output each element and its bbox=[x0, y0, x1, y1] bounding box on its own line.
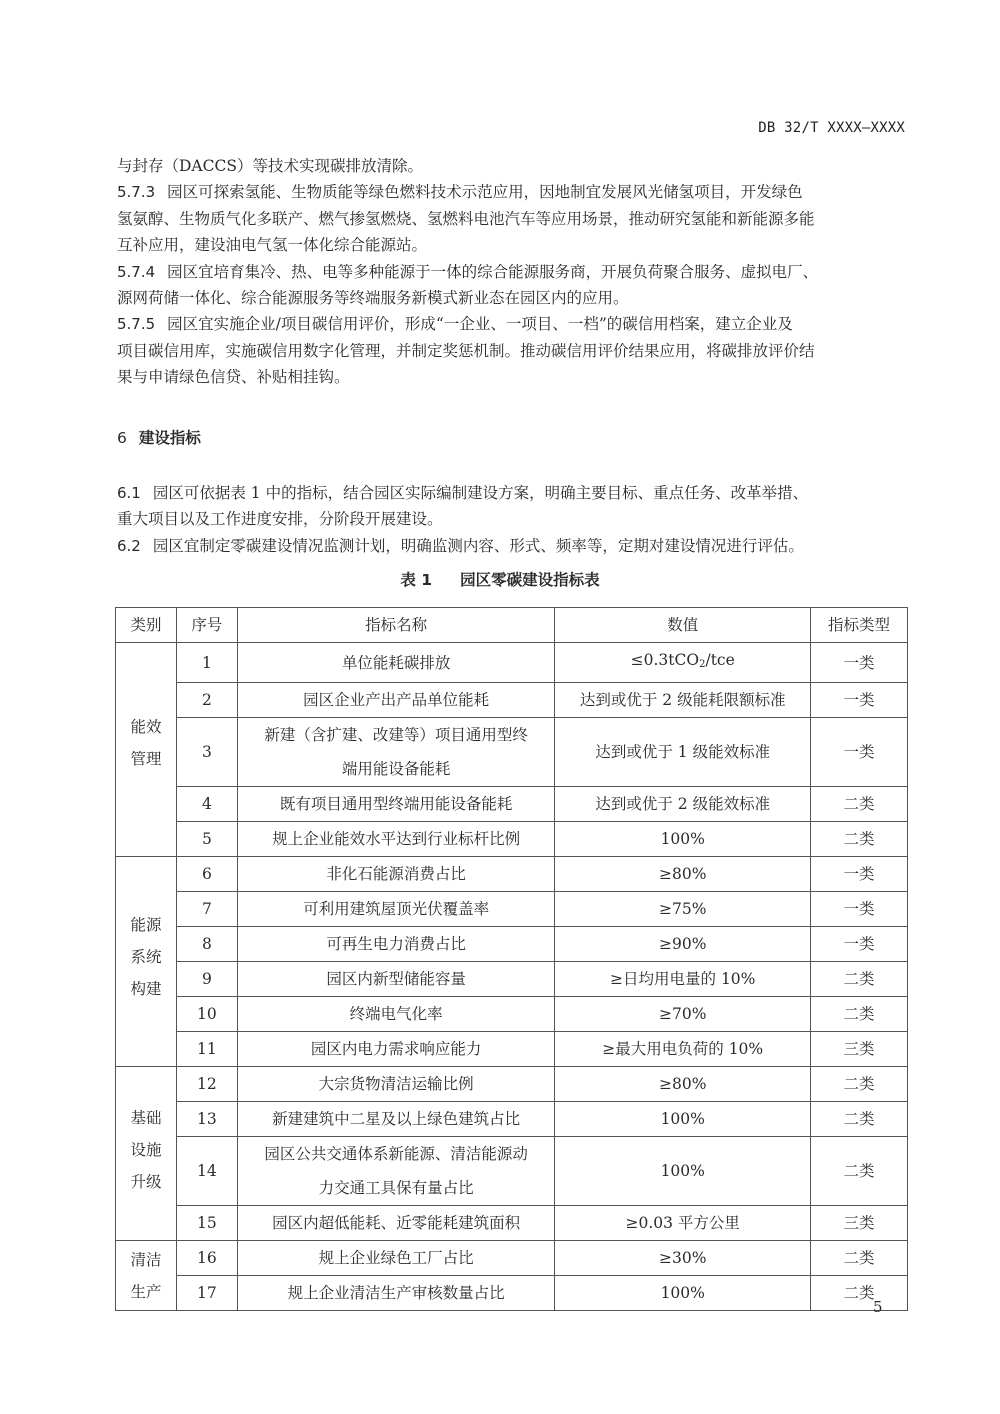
clause-5-7-3-line-2: 氢氨醇、生物质气化多联产、燃气掺氢燃烧、氢燃料电池汽车等应用场景，推动研究氢能和新能源多能 bbox=[117, 209, 815, 228]
table-row bbox=[116, 927, 908, 962]
table-row bbox=[116, 857, 908, 892]
indicator-type: 一类 bbox=[811, 643, 908, 683]
table-row bbox=[116, 1032, 908, 1067]
row-number: 6 bbox=[176, 857, 237, 892]
indicator-value: 100% bbox=[555, 1276, 811, 1311]
indicator-name: 单位能耗碳排放 bbox=[237, 643, 555, 683]
indicator-type: 一类 bbox=[811, 927, 908, 962]
category-label: 清洁 bbox=[130, 1250, 162, 1269]
indicator-type: 二类 bbox=[811, 1241, 908, 1276]
row-number: 13 bbox=[176, 1102, 237, 1137]
section-6-text-block bbox=[117, 480, 917, 559]
indicator-name: 终端电气化率 bbox=[237, 997, 555, 1032]
indicator-value bbox=[555, 643, 811, 683]
indicator-type: 三类 bbox=[811, 1032, 908, 1067]
clause-text: 园区宜培育集冷、热、电等多种能源于一体的综合能源服务商，开展负荷聚合服务、虚拟电厂、 bbox=[167, 262, 819, 281]
indicator-type: 二类 bbox=[811, 822, 908, 857]
table-row bbox=[116, 962, 908, 997]
indicator-type: 一类 bbox=[811, 857, 908, 892]
clause-text: 园区宜实施企业/项目碳信用评价，形成“一企业、一项目、一档”的碳信用档案，建立企业及 bbox=[167, 315, 793, 334]
indicator-type: 一类 bbox=[811, 718, 908, 787]
indicator-value: ≥80% bbox=[555, 1067, 811, 1102]
indicator-type: 二类 bbox=[811, 997, 908, 1032]
indicator-name: 可利用建筑屋顶光伏覆盖率 bbox=[237, 892, 555, 927]
section-number: 6 bbox=[117, 429, 127, 447]
table-row bbox=[116, 892, 908, 927]
value-text: ≤0.3tCO bbox=[630, 651, 700, 669]
indicator-value: 100% bbox=[555, 822, 811, 857]
clause-6-1-line-2: 重大项目以及工作进度安排，分阶段开展建设。 bbox=[117, 510, 443, 529]
table-header-row bbox=[116, 608, 908, 643]
indicator-name: 规上企业能效水平达到行业标杆比例 bbox=[237, 822, 555, 857]
indicator-value: 达到或优于 1 级能效标准 bbox=[555, 718, 811, 787]
clause-number: 6.1 bbox=[117, 484, 141, 502]
indicator-name-line: 端用能设备能耗 bbox=[341, 760, 451, 778]
indicator-name bbox=[237, 1137, 555, 1206]
row-number: 2 bbox=[176, 683, 237, 718]
indicator-name: 既有项目通用型终端用能设备能耗 bbox=[237, 787, 555, 822]
indicator-name: 园区内新型储能容量 bbox=[237, 962, 555, 997]
row-number: 8 bbox=[176, 927, 237, 962]
indicator-value: 达到或优于 2 级能效标准 bbox=[555, 787, 811, 822]
indicator-type: 二类 bbox=[811, 787, 908, 822]
table-row bbox=[116, 718, 908, 787]
indicator-name: 新建建筑中二星及以上绿色建筑占比 bbox=[237, 1102, 555, 1137]
row-number: 12 bbox=[176, 1067, 237, 1102]
row-number: 4 bbox=[176, 787, 237, 822]
row-number: 5 bbox=[176, 822, 237, 857]
table-row bbox=[116, 1137, 908, 1206]
clause-number: 5.7.4 bbox=[117, 262, 156, 281]
indicator-type: 一类 bbox=[811, 683, 908, 718]
category-label: 升级 bbox=[130, 1173, 162, 1191]
indicator-type: 一类 bbox=[811, 892, 908, 927]
row-number: 1 bbox=[176, 643, 237, 683]
body-text-block bbox=[117, 153, 917, 391]
clause-5-7-3-line-1 bbox=[117, 179, 917, 205]
page-number: 5 bbox=[873, 1298, 883, 1316]
category-label: 系统 bbox=[130, 948, 162, 966]
indicator-value: 达到或优于 2 级能耗限额标准 bbox=[555, 683, 811, 718]
header-value: 数值 bbox=[555, 608, 811, 643]
indicator-name: 非化石能源消费占比 bbox=[237, 857, 555, 892]
indicator-type: 二类 bbox=[811, 1276, 908, 1311]
clause-text: 园区可探索氢能、生物质能等绿色燃料技术示范应用，因地制宜发展风光储氢项目，开发绿色 bbox=[167, 183, 803, 202]
clause-text: 园区宜制定零碳建设情况监测计划，明确监测内容、形式、频率等，定期对建设情况进行评估。 bbox=[152, 536, 804, 555]
indicator-name bbox=[237, 718, 555, 787]
indicator-value: ≥30% bbox=[555, 1241, 811, 1276]
table-row bbox=[116, 787, 908, 822]
table-row bbox=[116, 1276, 908, 1311]
clause-text: 园区可依据表 1 中的指标，结合园区实际编制建设方案，明确主要目标、重点任务、改革举措、 bbox=[152, 484, 809, 502]
row-number: 17 bbox=[176, 1276, 237, 1311]
clause-number: 6.2 bbox=[117, 536, 141, 555]
clause-5-7-5-line-1 bbox=[117, 311, 917, 337]
table-row bbox=[116, 1102, 908, 1137]
category-label: 设施 bbox=[130, 1141, 162, 1159]
indicator-value: ≥80% bbox=[555, 857, 811, 892]
indicator-value: ≥日均用电量的 10% bbox=[555, 962, 811, 997]
value-text: /tce bbox=[705, 651, 735, 669]
table-row bbox=[116, 683, 908, 718]
category-label: 构建 bbox=[130, 980, 162, 998]
row-number: 9 bbox=[176, 962, 237, 997]
indicator-value: 100% bbox=[555, 1137, 811, 1206]
table-row bbox=[116, 643, 908, 683]
indicator-type: 二类 bbox=[811, 1137, 908, 1206]
indicator-name: 园区内超低能耗、近零能耗建筑面积 bbox=[237, 1206, 555, 1241]
indicator-name: 园区内电力需求响应能力 bbox=[237, 1032, 555, 1067]
table-row bbox=[116, 1067, 908, 1102]
category-label: 基础 bbox=[130, 1109, 162, 1127]
category-cell bbox=[116, 643, 177, 857]
value-subscript: 2 bbox=[699, 659, 706, 670]
row-number: 7 bbox=[176, 892, 237, 927]
category-label: 管理 bbox=[130, 750, 162, 768]
header-indicator-name: 指标名称 bbox=[237, 608, 555, 643]
clause-6-1-line-1 bbox=[117, 480, 917, 506]
indicator-name: 规上企业绿色工厂占比 bbox=[237, 1241, 555, 1276]
table-caption bbox=[0, 568, 1000, 590]
indicator-name: 大宗货物清洁运输比例 bbox=[237, 1067, 555, 1102]
indicator-type: 三类 bbox=[811, 1206, 908, 1241]
clause-5-7-4-line-2: 源网荷储一体化、综合能源服务等终端服务新模式新业态在园区内的应用。 bbox=[117, 288, 629, 307]
indicator-name-line: 力交通工具保有量占比 bbox=[318, 1179, 474, 1197]
category-cell bbox=[116, 857, 177, 1067]
indicator-type: 二类 bbox=[811, 1067, 908, 1102]
category-label: 能效 bbox=[130, 718, 162, 736]
row-number: 14 bbox=[176, 1137, 237, 1206]
indicator-name-line: 新建（含扩建、改建等）项目通用型终 bbox=[264, 726, 528, 744]
indicator-value: 100% bbox=[555, 1102, 811, 1137]
row-number: 15 bbox=[176, 1206, 237, 1241]
indicator-name: 园区企业产出产品单位能耗 bbox=[237, 683, 555, 718]
indicator-name: 规上企业清洁生产审核数量占比 bbox=[237, 1276, 555, 1311]
header-number: 序号 bbox=[176, 608, 237, 643]
row-number: 10 bbox=[176, 997, 237, 1032]
indicator-value: ≥70% bbox=[555, 997, 811, 1032]
table-row bbox=[116, 822, 908, 857]
indicator-value: ≥0.03 平方公里 bbox=[555, 1206, 811, 1241]
indicator-value: ≥最大用电负荷的 10% bbox=[555, 1032, 811, 1067]
table-row bbox=[116, 1241, 908, 1276]
clause-5-7-5-line-2: 项目碳信用库，实施碳信用数字化管理，并制定奖惩机制。推动碳信用评价结果应用，将碳排放评价结 bbox=[117, 341, 815, 360]
table-caption-title: 园区零碳建设指标表 bbox=[460, 571, 600, 589]
section-title: 建设指标 bbox=[138, 429, 201, 447]
clause-number: 5.7.3 bbox=[117, 183, 156, 202]
category-label: 能源 bbox=[130, 916, 162, 934]
indicator-type: 二类 bbox=[811, 962, 908, 997]
clause-5-7-3-line-3: 互补应用，建设油电气氢一体化综合能源站。 bbox=[117, 236, 428, 255]
row-number: 3 bbox=[176, 718, 237, 787]
table-row bbox=[116, 997, 908, 1032]
table-caption-number: 表 1 bbox=[400, 571, 433, 589]
indicator-type: 二类 bbox=[811, 1102, 908, 1137]
clause-5-7-5-line-3: 果与申请绿色信贷、补贴相挂钩。 bbox=[117, 368, 350, 387]
document-code-header: DB 32/T XXXX—XXXX bbox=[758, 120, 905, 136]
indicator-value: ≥90% bbox=[555, 927, 811, 962]
category-label: 生产 bbox=[130, 1282, 162, 1301]
row-number: 11 bbox=[176, 1032, 237, 1067]
section-heading bbox=[117, 426, 201, 448]
clause-number: 5.7.5 bbox=[117, 315, 156, 334]
clause-5-7-4-line-1 bbox=[117, 259, 917, 285]
header-category: 类别 bbox=[116, 608, 177, 643]
clause-6-2-line-1 bbox=[117, 533, 917, 559]
indicator-table bbox=[115, 607, 908, 1311]
indicator-name: 可再生电力消费占比 bbox=[237, 927, 555, 962]
table-row bbox=[116, 1206, 908, 1241]
continuation-line: 与封存（DACCS）等技术实现碳排放清除。 bbox=[117, 157, 423, 175]
row-number: 16 bbox=[176, 1241, 237, 1276]
indicator-name-line: 园区公共交通体系新能源、清洁能源动 bbox=[264, 1145, 528, 1163]
header-indicator-type: 指标类型 bbox=[811, 608, 908, 643]
category-cell bbox=[116, 1067, 177, 1241]
indicator-value: ≥75% bbox=[555, 892, 811, 927]
category-cell bbox=[116, 1241, 177, 1311]
